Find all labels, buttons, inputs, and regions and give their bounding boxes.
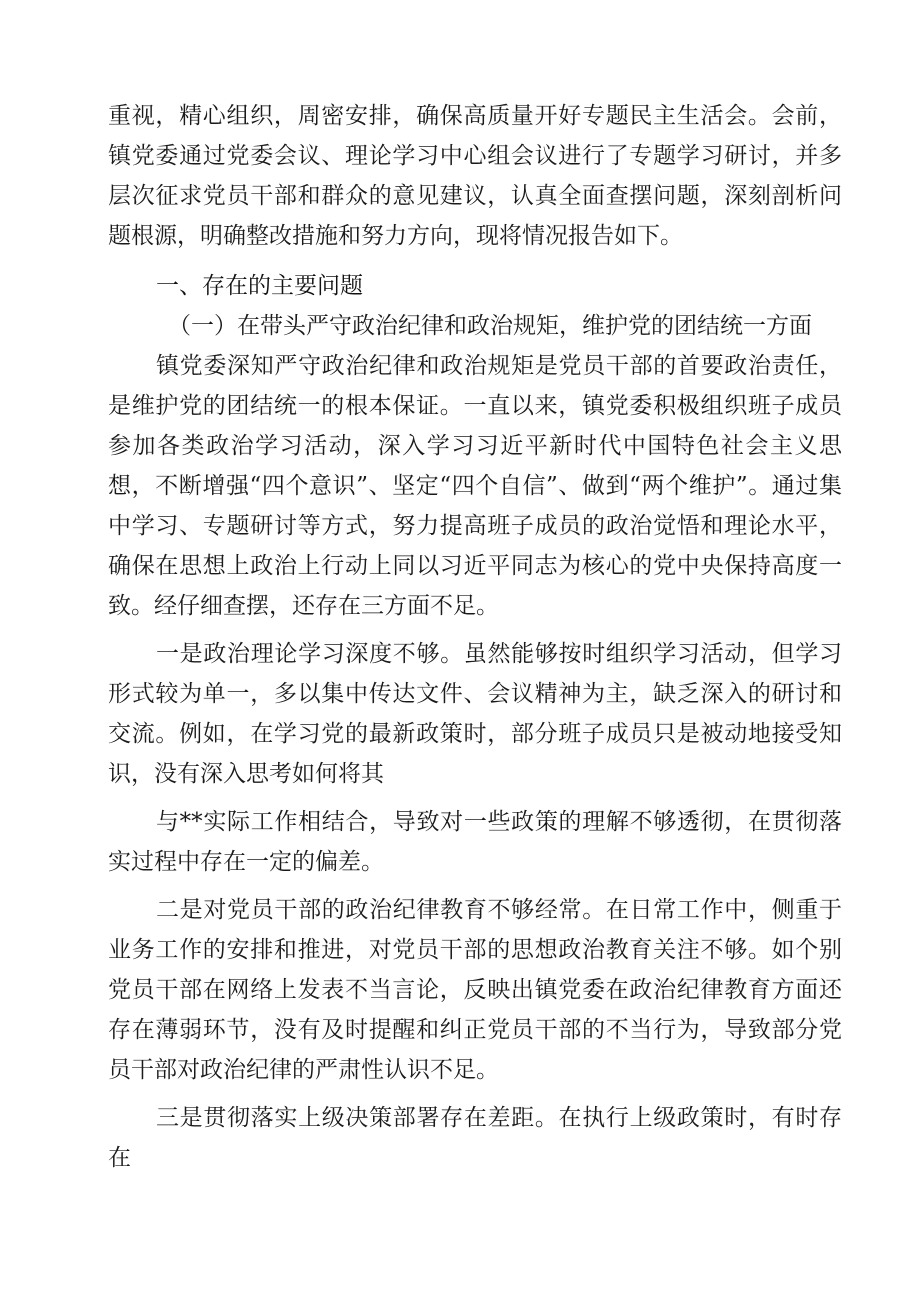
body-paragraph: 三是贯彻落实上级决策部署存在差距。在执行上级政策时，有时存在 — [108, 1105, 842, 1171]
body-paragraph: 二是对党员干部的政治纪律教育不够经常。在日常工作中，侧重于业务工作的安排和推进，对党员干部的思想政治教育关注不够。如个别党员干部在网络上发表不当言论，反映出镇党委在政治纪律教育方面还存在薄弱环节，没有及时提醒和纠正党员干部的不当行为，导致部分党员干部对政治纪律的严肃性认识不足。 — [108, 897, 842, 1083]
body-paragraph: 一是政治理论学习深度不够。虽然能够按时组织学习活动，但学习形式较为单一，多以集中传达文件、会议精神为主，缺乏深入的研讨和交流。例如，在学习党的最新政策时，部分班子成员只是被动地接受知识，没有深入思考如何将其 — [108, 641, 842, 787]
document-body — [108, 96, 842, 1178]
body-paragraph: 与**实际工作相结合，导致对一些政策的理解不够透彻，在贯彻落实过程中存在一定的偏差。 — [108, 809, 842, 875]
section-heading: 一、存在的主要问题 — [156, 273, 363, 299]
intro-paragraph: 重视，精心组织，周密安排，确保高质量开好专题民主生活会。会前，镇党委通过党委会议、理论学习中心组会议进行了专题学习研讨，并多层次征求党员干部和群众的意见建议，认真全面查摆问题，深刻剖析问题根源，明确整改措施和努力方向，现将情况报告如下。 — [108, 103, 842, 249]
body-paragraph: 镇党委深知严守政治纪律和政治规矩是党员干部的首要政治责任，是维护党的团结统一的根本保证。一直以来，镇党委积极组织班子成员参加各类政治学习活动，深入学习习近平新时代中国特色社会主义思想，不断增强“四个意识”、坚定“四个自信”、做到“两个维护”。通过集中学习、专题研讨等方式，努力提高班子成员的政治觉悟和理论水平，确保在思想上政治上行动上同以习近平同志为核心的党中央保持高度一致。经仔细查摆，还存在三方面不足。 — [108, 353, 842, 619]
subsection-heading: （一）在带头严守政治纪律和政治规矩，维护党的团结统一方面 — [168, 313, 812, 339]
